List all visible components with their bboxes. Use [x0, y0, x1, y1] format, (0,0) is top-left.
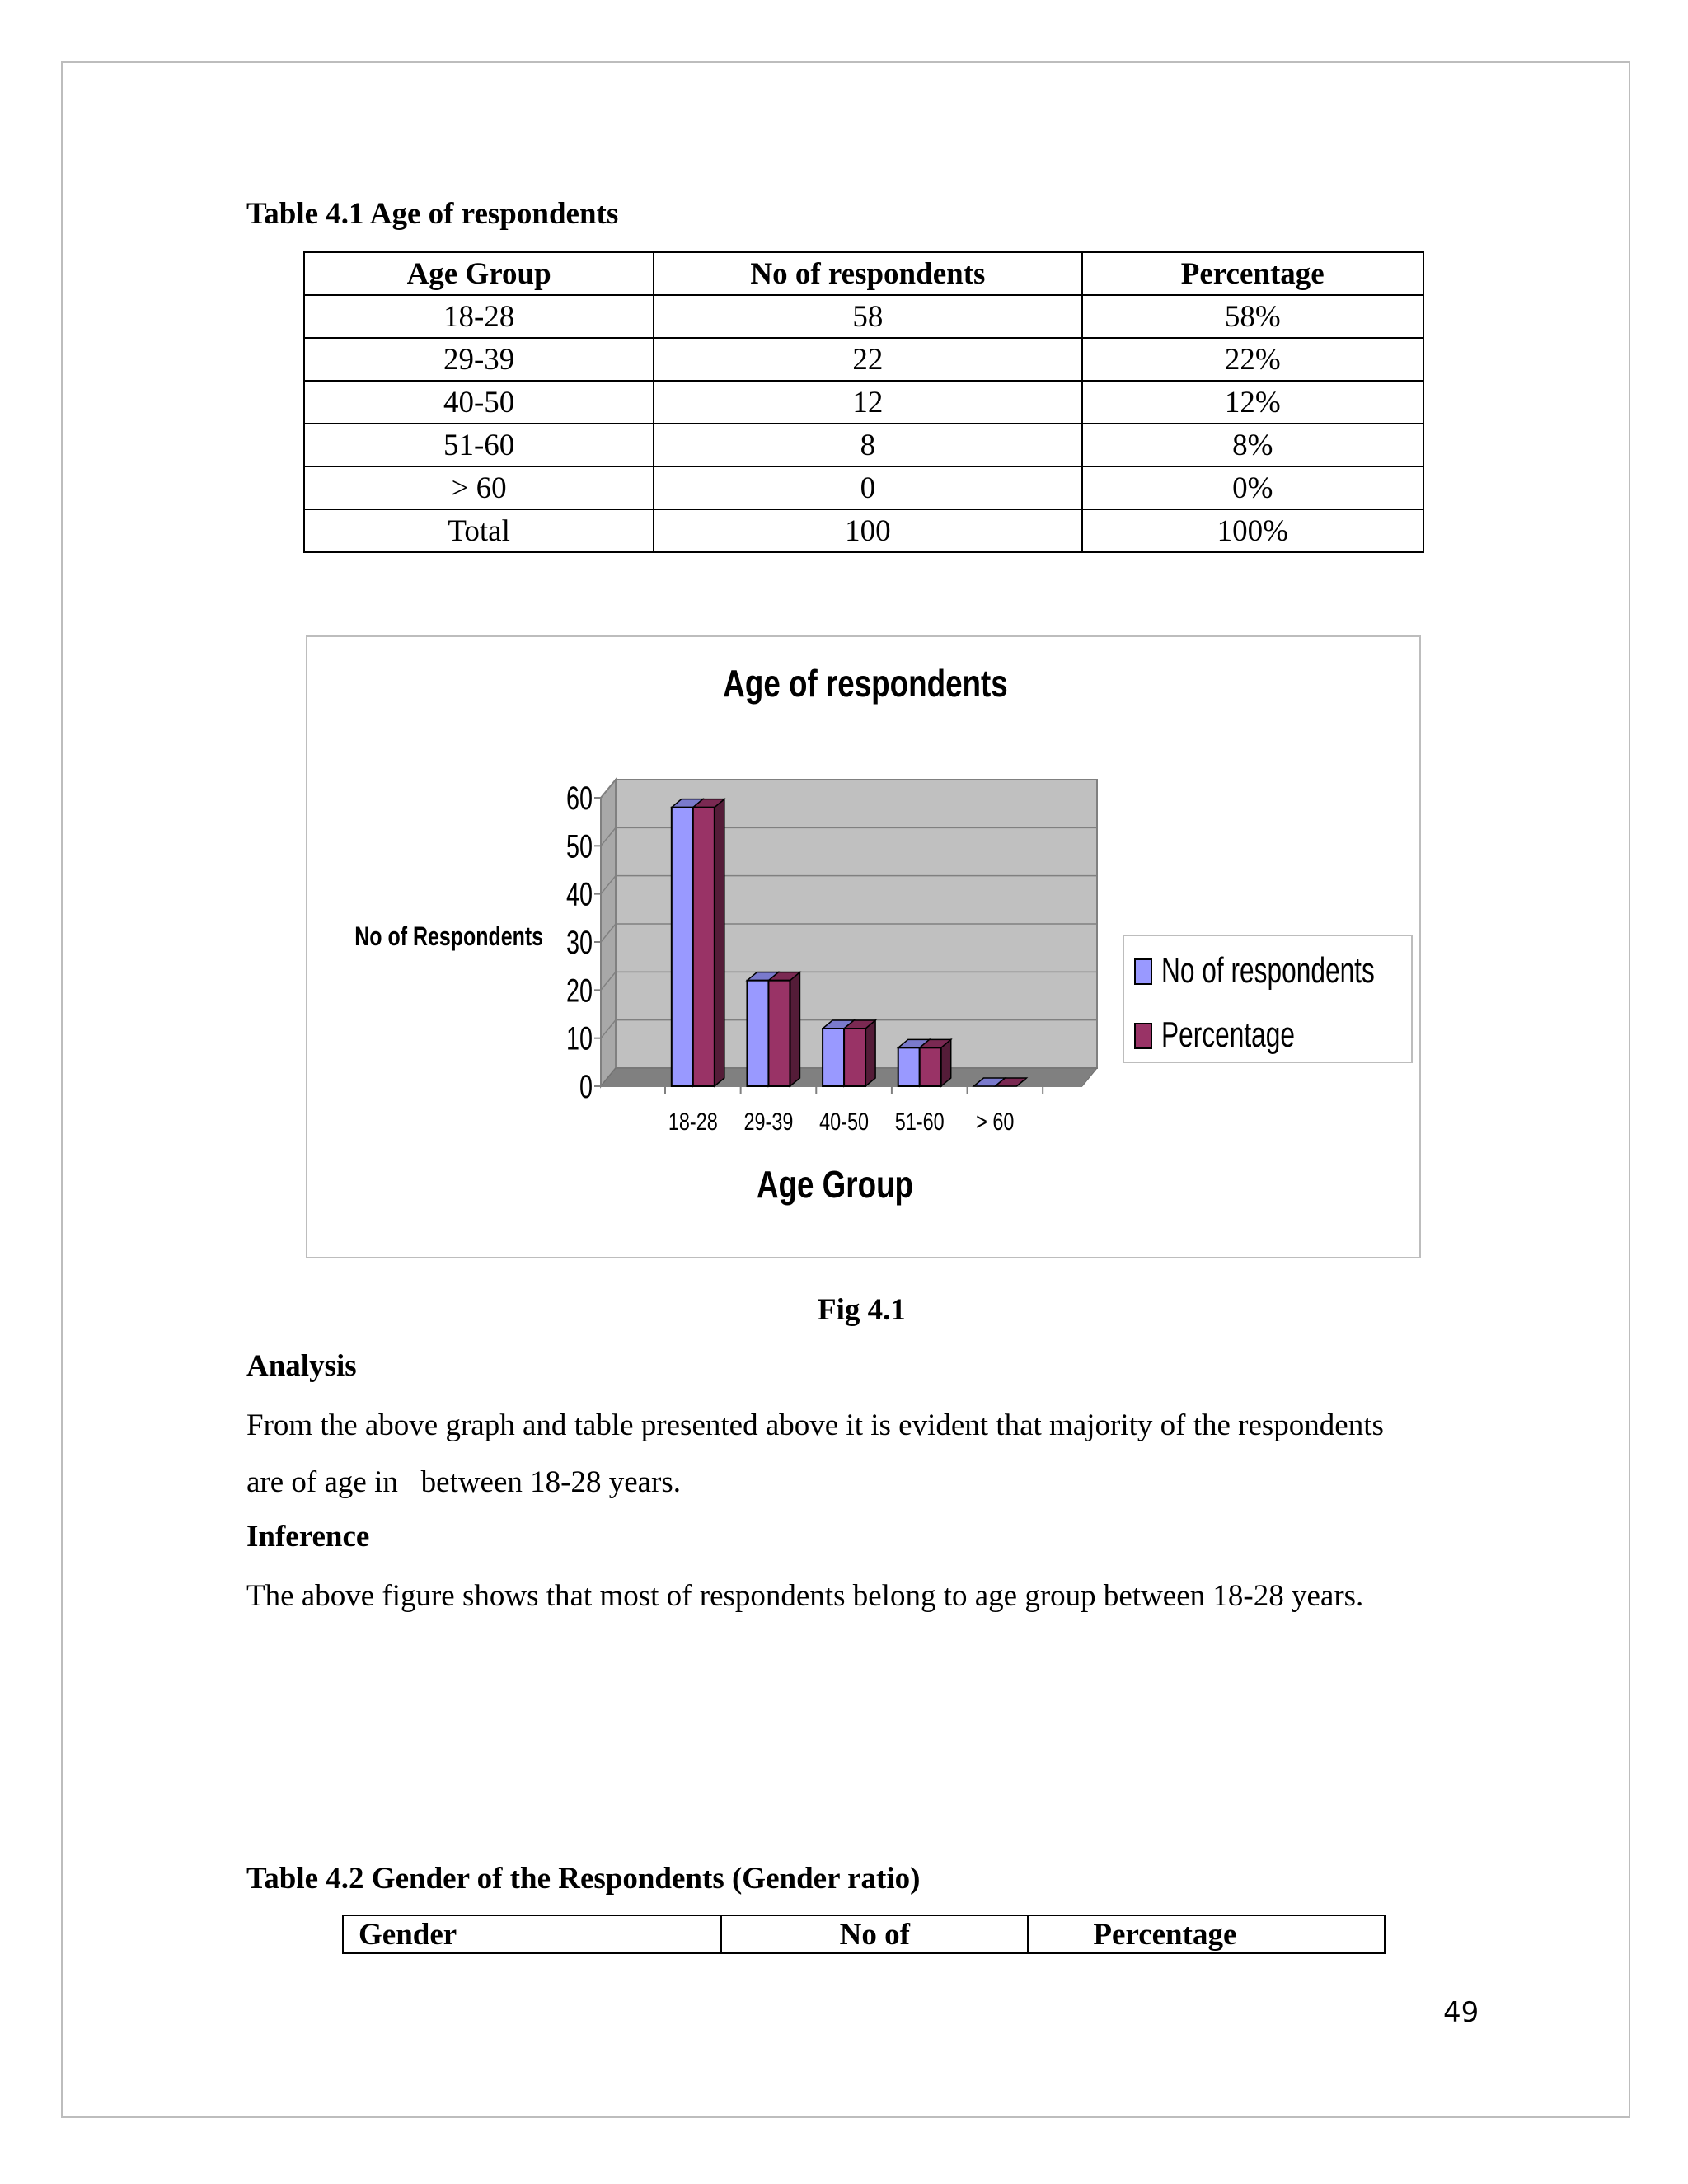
table-cell: 22%: [1082, 338, 1423, 381]
y-tick-label: 20: [565, 972, 593, 1010]
bar: [747, 981, 768, 1086]
bar: [844, 1029, 865, 1086]
page-number: 49: [1443, 1996, 1479, 2029]
header-percentage: Percentage: [1028, 1915, 1385, 1953]
y-tick-label: 40: [565, 876, 593, 913]
table-cell: 100: [654, 509, 1081, 552]
bar: [898, 1047, 920, 1086]
bar: [672, 808, 693, 1086]
bar-side: [715, 799, 724, 1086]
x-tick-label: > 60: [976, 1108, 1015, 1136]
table2-caption: Table 4.2 Gender of the Respondents (Gender ratio): [246, 1862, 921, 1896]
table-cell: > 60: [304, 466, 654, 509]
age-table: [303, 251, 1424, 553]
table-cell: 29-39: [304, 338, 654, 381]
bar: [823, 1029, 844, 1086]
table-cell: 58: [654, 295, 1081, 338]
table-cell: 18-28: [304, 295, 654, 338]
x-axis-label: Age Group: [756, 1163, 914, 1206]
table-cell: 40-50: [304, 381, 654, 424]
table-row: [304, 466, 1423, 509]
analysis-heading: Analysis: [246, 1349, 357, 1383]
legend-label: No of respondents: [1161, 949, 1375, 991]
gender-table: [342, 1915, 1386, 1954]
table-row: [304, 509, 1423, 552]
table-header-row: [304, 252, 1423, 295]
table-cell: 8: [654, 424, 1081, 466]
y-tick-label: 0: [579, 1068, 593, 1106]
table-cell: 0: [654, 466, 1081, 509]
analysis-line-2: are of age in between 18-28 years.: [246, 1465, 682, 1499]
bar-side: [790, 972, 799, 1086]
chart-svg: [307, 637, 1423, 1260]
table-row: [304, 295, 1423, 338]
x-tick-label: 18-28: [668, 1108, 718, 1136]
x-tick-label: 29-39: [743, 1108, 794, 1136]
table-cell: 51-60: [304, 424, 654, 466]
table-header-row: [343, 1915, 1385, 1953]
table-cell: Total: [304, 509, 654, 552]
legend-swatch: [1135, 959, 1151, 984]
table-cell: 22: [654, 338, 1081, 381]
header-age-group: Age Group: [304, 252, 654, 295]
y-axis-label: No of Respondents: [354, 922, 543, 952]
x-tick-label: 40-50: [819, 1108, 870, 1136]
header-no-of: No of: [721, 1915, 1028, 1953]
legend-swatch: [1135, 1024, 1151, 1048]
age-chart: [306, 635, 1421, 1258]
x-tick-label: 51-60: [894, 1108, 945, 1136]
analysis-line-1: From the above graph and table presented above it is evident that majority of the respondents: [246, 1408, 1384, 1442]
table-cell: 100%: [1082, 509, 1423, 552]
table1-caption: Table 4.1 Age of respondents: [246, 197, 619, 231]
bar: [693, 808, 715, 1086]
bar: [920, 1047, 941, 1086]
table-cell: 12%: [1082, 381, 1423, 424]
legend-label: Percentage: [1161, 1014, 1295, 1056]
table-row: [304, 424, 1423, 466]
bar: [768, 981, 790, 1086]
table-cell: 12: [654, 381, 1081, 424]
chart-title: Age of respondents: [723, 662, 1008, 705]
y-tick-label: 30: [565, 924, 593, 962]
table-cell: 58%: [1082, 295, 1423, 338]
table-cell: 0%: [1082, 466, 1423, 509]
table-row: [304, 338, 1423, 381]
header-gender: Gender: [343, 1915, 721, 1953]
header-no-of-respondents: No of respondents: [654, 252, 1081, 295]
y-tick-label: 10: [565, 1020, 593, 1057]
inference-heading: Inference: [246, 1520, 370, 1554]
y-tick-label: 60: [565, 780, 593, 818]
header-percentage: Percentage: [1082, 252, 1423, 295]
bar-side: [865, 1020, 875, 1086]
inference-text: The above figure shows that most of respondents belong to age group between 18-28 years.: [246, 1579, 1364, 1613]
table-cell: 8%: [1082, 424, 1423, 466]
y-tick-label: 50: [565, 827, 593, 865]
table-row: [304, 381, 1423, 424]
fig-caption: Fig 4.1: [818, 1293, 906, 1327]
